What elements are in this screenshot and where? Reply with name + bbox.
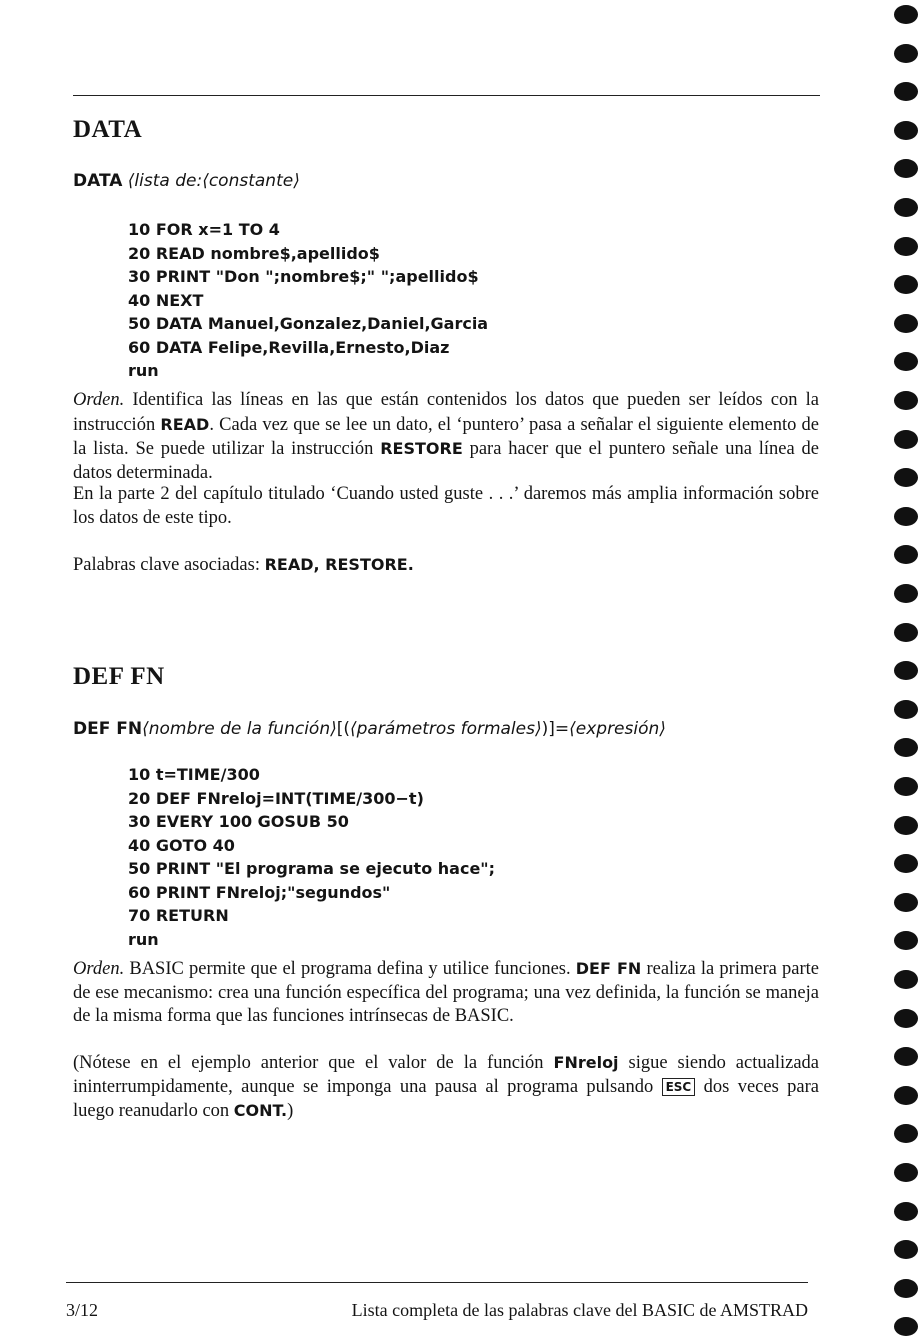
data-description: Orden. Identifica las líneas en las que están contenidos los datos que pueden ser leídos con la instrucción READ. Cada vez que se lee un dato, el ‘puntero’ pasa a señalar el siguiente elemento de la lista. Se puede utilizar la instrucción RESTORE para hacer que el puntero señale una línea de datos determinada. bbox=[73, 390, 820, 483]
bottom-rule bbox=[66, 1282, 808, 1283]
code-line: 50 DATA Manuel,Gonzalez,Daniel,Garcia bbox=[128, 314, 489, 333]
punch-hole bbox=[894, 1279, 918, 1298]
code-line: 40 GOTO 40 bbox=[128, 835, 235, 855]
code-line: run bbox=[128, 929, 159, 949]
code-line: 20 DEF FNreloj=INT(TIME/300−t) bbox=[128, 788, 424, 808]
punch-hole bbox=[894, 352, 918, 371]
punch-hole bbox=[894, 1163, 918, 1182]
punch-hole bbox=[894, 700, 918, 719]
lead-word: Orden. bbox=[73, 390, 125, 410]
punch-hole bbox=[894, 237, 918, 256]
syntax-keyword: DEF FN bbox=[73, 719, 143, 739]
punch-hole bbox=[894, 545, 918, 564]
punch-hole bbox=[894, 623, 918, 642]
punch-hole bbox=[894, 931, 918, 950]
syntax-keyword: DATA bbox=[73, 171, 123, 191]
punch-hole bbox=[894, 584, 918, 603]
esc-key-icon: ESC bbox=[662, 1078, 696, 1096]
punch-hole bbox=[894, 1009, 918, 1028]
code-line: 40 NEXT bbox=[128, 290, 204, 310]
punch-hole bbox=[894, 121, 918, 140]
syntax-args: ⟨lista de:⟨constante⟩ bbox=[127, 171, 300, 191]
code-line: 20 READ nombre$,apellido$ bbox=[128, 243, 380, 263]
deffn-heading: DEF FN bbox=[73, 663, 165, 690]
data-related-keywords: Palabras clave asociadas: READ, RESTORE. bbox=[73, 555, 414, 575]
page-number: 3/12 bbox=[66, 1300, 99, 1320]
punch-hole bbox=[894, 854, 918, 873]
deffn-note: (Nótese en el ejemplo anterior que el valor de la función FNreloj sigue siendo actualizada ininterrumpidamente, aunque se imponga una pausa al programa pulsando ESC dos veces para luego reanudarlo con CONT.) bbox=[73, 1053, 819, 1121]
punch-hole bbox=[894, 1047, 918, 1066]
deffn-code-listing bbox=[128, 763, 495, 951]
punch-hole bbox=[894, 816, 918, 835]
punch-hole bbox=[894, 314, 918, 333]
code-line: 30 EVERY 100 GOSUB 50 bbox=[128, 812, 349, 831]
punch-hole bbox=[894, 391, 918, 410]
punch-hole bbox=[894, 777, 918, 796]
code-line: 60 PRINT FNreloj;"segundos" bbox=[128, 882, 391, 902]
keyword-deffn: DEF FN bbox=[575, 959, 642, 978]
punch-hole bbox=[894, 5, 918, 24]
related-keywords-value: READ, RESTORE. bbox=[264, 555, 414, 574]
punch-hole bbox=[894, 430, 918, 449]
lead-word: Orden. bbox=[73, 959, 125, 979]
punch-hole bbox=[894, 275, 918, 294]
data-heading: DATA bbox=[73, 116, 143, 143]
punch-hole bbox=[894, 468, 918, 487]
punch-hole bbox=[894, 1202, 918, 1221]
keyword-fnreloj: FNreloj bbox=[553, 1053, 619, 1072]
code-line: 10 t=TIME/300 bbox=[128, 765, 260, 784]
code-line: 60 DATA Felipe,Revilla,Ernesto,Diaz bbox=[128, 337, 450, 357]
punch-hole bbox=[894, 1240, 918, 1259]
deffn-syntax: DEF FN⟨nombre de la función⟩[(⟨parámetros formales⟩)]=⟨expresión⟩ bbox=[73, 719, 666, 739]
top-rule bbox=[73, 95, 820, 96]
deffn-description: Orden. BASIC permite que el programa defina y utilice funciones. DEF FN realiza la primera parte de ese mecanismo: crea una función específica del programa; una vez definida, la función se maneja de la misma forma que las funciones intrínsecas de BASIC. bbox=[73, 959, 819, 1026]
punch-hole bbox=[894, 1124, 918, 1143]
keyword-read: READ bbox=[160, 414, 210, 434]
keyword-restore: RESTORE bbox=[380, 439, 463, 458]
data-more-info: En la parte 2 del capítulo titulado ‘Cuando usted guste . . .’ daremos más amplia información sobre los datos de este tipo. bbox=[73, 484, 819, 528]
punch-hole bbox=[894, 1317, 918, 1336]
punch-hole bbox=[894, 159, 918, 178]
punch-hole bbox=[894, 1086, 918, 1105]
keyword-cont: CONT. bbox=[233, 1101, 288, 1120]
footer-title: Lista completa de las palabras clave del BASIC de AMSTRAD bbox=[351, 1300, 808, 1320]
punch-hole bbox=[894, 44, 918, 63]
data-syntax bbox=[73, 171, 300, 191]
code-line: run bbox=[128, 361, 159, 380]
data-code-listing bbox=[128, 218, 488, 383]
punch-hole bbox=[894, 661, 918, 680]
punch-hole bbox=[894, 82, 918, 101]
punch-hole bbox=[894, 970, 918, 989]
code-line: 30 PRINT "Don ";nombre$;" ";apellido$ bbox=[128, 267, 479, 286]
punch-hole bbox=[894, 507, 918, 526]
punch-hole bbox=[894, 893, 918, 912]
code-line: 10 FOR x=1 TO 4 bbox=[128, 220, 280, 239]
code-line: 50 PRINT "El programa se ejecuto hace"; bbox=[128, 859, 496, 878]
punch-hole bbox=[894, 738, 918, 757]
code-line: 70 RETURN bbox=[128, 906, 229, 925]
punch-hole bbox=[894, 198, 918, 217]
